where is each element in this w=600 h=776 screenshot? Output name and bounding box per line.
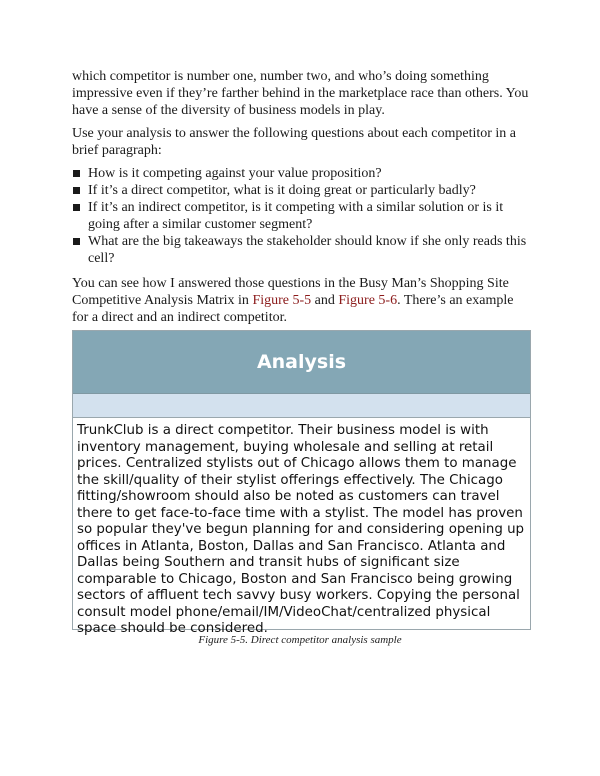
list-item-text: How is it competing against your value proposition? — [88, 166, 382, 181]
list-item-text: If it’s an indirect competitor, is it competing with a similar solution or is it going after a similar customer segment? — [88, 200, 504, 232]
square-bullet-icon — [73, 187, 80, 194]
list-item — [72, 199, 532, 233]
figure-title: Analysis — [256, 351, 347, 373]
figure-5-6-link[interactable]: Figure 5-6 — [338, 293, 398, 308]
paragraph-intro: which competitor is number one, number two, and who’s doing something impressive even if they’re farther behind in the marketplace race than others. You have a sense of the diversity of business models in play. — [72, 69, 529, 118]
paragraph-text: You can see how I answered those questions in the Busy Man’s Shopping Site Competitive Analysis Matrix in — [72, 276, 509, 308]
paragraph-instructions: Use your analysis to answer the following questions about each competitor in a brief paragraph: — [72, 126, 517, 158]
paragraph-text: . There’s an example for a direct and an indirect competitor. — [72, 293, 514, 325]
list-item-text: What are the big takeaways the stakeholder should know if she only reads this cell? — [88, 234, 527, 266]
square-bullet-icon — [73, 170, 80, 177]
figure-header — [73, 331, 530, 394]
list-item — [72, 165, 532, 182]
figure-analysis-text: TrunkClub is a direct competitor. Their business model is with inventory management, buying wholesale and selling at retail prices. Centralized stylists out of Chicago allows them to manage the skill/quality of their stylist offerings effectively. The Chicago fitting/showroom should also be noted as customers can travel there to get face-to-face time with a stylist. The model has proven so popular they've begun planning for and considering opening up offices in Atlanta, Boston, Dallas and San Francisco. Atlanta and Dallas being Southern and transit hubs of significant size comparable to Chicago, Boston and San Francisco being growing sectors of affluent tech savvy busy workers. Copying the personal consult model phone/email/IM/VideoChat/centralized physical space should be considered. — [77, 423, 525, 636]
page-body — [72, 68, 532, 332]
figure-5-5-link[interactable]: Figure 5-5 — [252, 293, 312, 308]
list-item — [72, 233, 532, 267]
question-list — [72, 165, 532, 267]
paragraph-text: and — [311, 293, 339, 308]
paragraph-figure-reference — [72, 275, 532, 326]
list-item-text: If it’s a direct competitor, what is it doing great or particularly badly? — [88, 183, 476, 198]
analysis-figure — [72, 330, 531, 636]
list-item — [72, 182, 532, 199]
square-bullet-icon — [73, 238, 80, 245]
figure-caption: Figure 5-5. Direct competitor analysis sample — [198, 634, 402, 646]
square-bullet-icon — [73, 204, 80, 211]
figure-band — [73, 394, 530, 418]
